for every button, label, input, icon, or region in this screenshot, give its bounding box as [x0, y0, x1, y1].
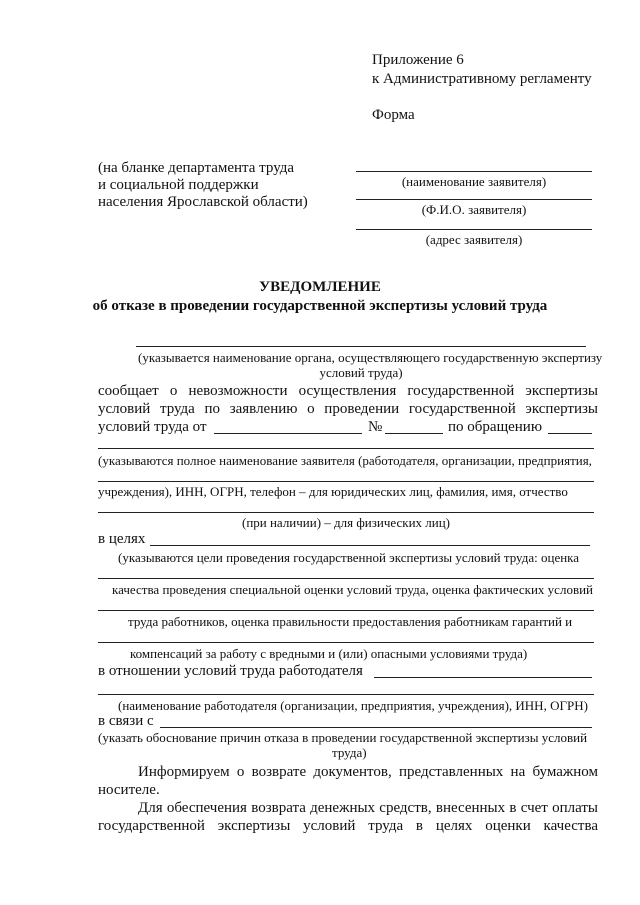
- reason-caption-line-2: труда): [332, 745, 367, 760]
- applicant-details-line-3: [98, 512, 594, 513]
- number-line: [385, 433, 443, 434]
- refund-line-1: Для обеспечения возврата денежных средств, внесенных в счет оплаты: [138, 800, 598, 816]
- purpose-prefix: в целях: [98, 531, 146, 547]
- applicant-details-line-1: [98, 448, 594, 449]
- applicant-caption-line-3: (при наличии) – для физических лиц): [241, 515, 451, 530]
- inform-line-1: Информируем о возврате документов, представленных на бумажном: [138, 764, 598, 780]
- purpose-caption-line-3: труда работников, оценка правильности предоставления работникам гарантий и: [128, 614, 573, 629]
- blank-note-line-3: населения Ярославской области): [98, 194, 308, 210]
- employer-line-2: [98, 694, 594, 695]
- blank-note-line-1: (на бланке департамента труда: [98, 160, 295, 176]
- reason-caption-line-1: (указать обоснование причин отказа в проведении государственной экспертизы условий: [98, 730, 588, 745]
- reports-line-2: условий труда по заявлению о проведении государственной экспертизы: [98, 401, 598, 417]
- organ-line: [136, 346, 586, 347]
- blank-note-line-2: и социальной поддержки: [98, 177, 259, 193]
- appendix-regulation: к Административному регламенту: [372, 71, 592, 87]
- applicant-caption-line-1: (указываются полное наименование заявителя (работодателя, организации, предприятия,: [98, 453, 592, 468]
- organ-caption-line-1: (указывается наименование органа, осуществляющего государственную экспертизу: [138, 350, 603, 365]
- form-label: Форма: [372, 107, 415, 123]
- applicant-address-caption: (адрес заявителя): [425, 232, 523, 247]
- purpose-caption-line-2: качества проведения специальной оценки условий труда, оценка фактических условий: [112, 582, 593, 597]
- appeal-label: по обращению: [448, 419, 543, 435]
- number-sign: №: [368, 419, 383, 435]
- applicant-fio-caption: (Ф.И.О. заявителя): [421, 202, 527, 217]
- date-line: [214, 433, 362, 434]
- document-subtitle: об отказе в проведении государственной экспертизы условий труда: [92, 298, 548, 314]
- reports-line-1: сообщает о невозможности осуществления государственной экспертизы: [98, 383, 598, 399]
- inform-line-2: носителе.: [98, 782, 160, 798]
- applicant-fio-line: [356, 199, 592, 200]
- employer-line-1: [374, 677, 592, 678]
- applicant-caption-line-2: учреждения), ИНН, ОГРН, телефон – для юридических лиц, фамилия, имя, отчество: [98, 484, 568, 499]
- purpose-line-3: [98, 610, 594, 611]
- purpose-line-1: [150, 545, 590, 546]
- applicant-name-caption: (наименование заявителя): [401, 174, 547, 189]
- appendix-number: Приложение 6: [372, 52, 464, 68]
- reason-line: [160, 727, 592, 728]
- organ-caption-line-2: условий труда): [319, 365, 403, 380]
- appeal-line: [548, 433, 592, 434]
- due-to-prefix: в связи с: [98, 713, 154, 729]
- applicant-address-line: [356, 229, 592, 230]
- employer-caption: (наименование работодателя (организации, предприятия, учреждения), ИНН, ОГРН): [118, 698, 588, 713]
- purpose-caption-line-1: (указываются цели проведения государственной экспертизы условий труда: оценка: [118, 550, 580, 565]
- reports-from-prefix: условий труда от: [98, 419, 207, 435]
- applicant-name-line: [356, 171, 592, 172]
- purpose-line-4: [98, 642, 594, 643]
- purpose-caption-line-4: компенсаций за работу с вредными и (или) опасными условиями труда): [130, 646, 528, 661]
- applicant-details-line-2: [98, 481, 594, 482]
- refund-line-2: государственной экспертизы условий труда в целях оценки качества: [98, 818, 598, 834]
- regarding-label: в отношении условий труда работодателя: [98, 663, 363, 679]
- purpose-line-2: [98, 578, 594, 579]
- document-title: УВЕДОМЛЕНИЕ: [259, 279, 381, 295]
